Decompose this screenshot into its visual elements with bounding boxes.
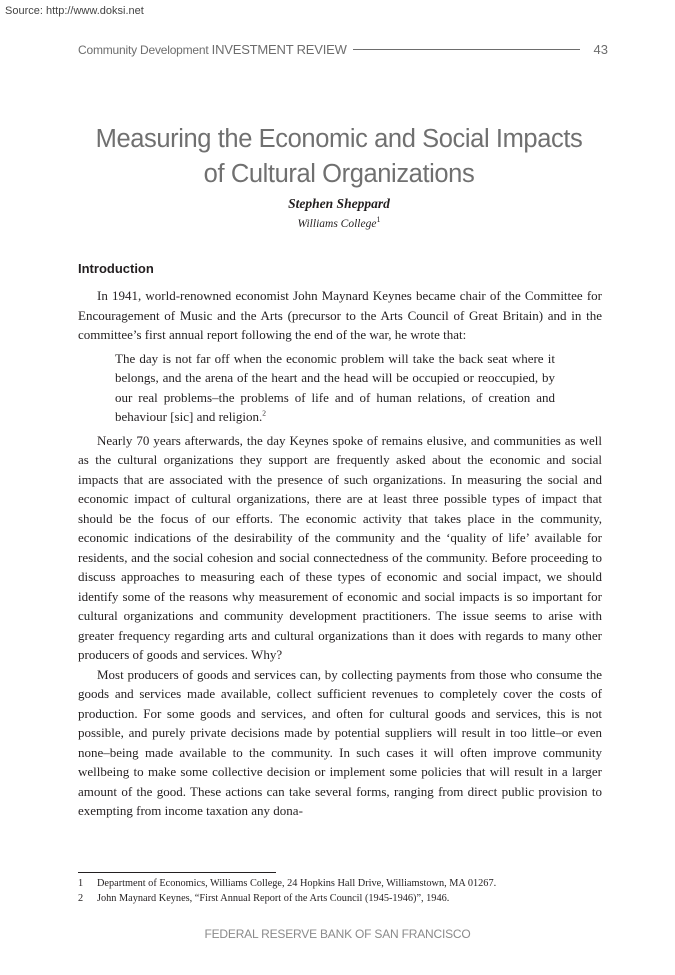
footnote-text: John Maynard Keynes, “First Annual Report of the Arts Council (1945-1946)”, 1946. — [97, 892, 450, 904]
footnotes — [78, 877, 602, 906]
title-line-2: of Cultural Organizations — [203, 160, 475, 188]
block-quote — [115, 349, 555, 427]
footnote-number: 1 — [78, 878, 84, 889]
footnote-2 — [78, 892, 602, 907]
paragraph-3: Most producers of goods and services can, by collecting payments from those who consume the goods and services made available, collect sufficient revenues to completely cover the costs of production. For some goods and services, and often for cultural goods and services, this is not possible, and purely private decisions made by potential suppliers will result in too little–or even none–being made available to the community. In such cases it will often improve community wellbeing to make some collective decision or implement some policies that will result in a larger amount of the good. These actions can take several forms, ranging from direct public provision to exempting from income taxation any dona- — [78, 666, 602, 818]
journal-name-caps: INVESTMENT REVIEW — [211, 42, 347, 57]
journal-name — [78, 42, 347, 57]
journal-name-prefix: Community Development — [78, 43, 212, 57]
paragraph-1: In 1941, world-renowned economist John Maynard Keynes became chair of the Committee for Encouragement of Music and the Arts (precursor to the Arts Council of Great Britain) and in the committee’s first annual report following the end of the war, he wrote that: — [78, 288, 602, 342]
footnote-text: Department of Economics, Williams College, 24 Hopkins Hall Drive, Williamstown, MA 01267. — [97, 878, 497, 889]
footnote-ref-2: 2 — [262, 408, 267, 418]
paragraph-2: Nearly 70 years afterwards, the day Keynes spoke of remains elusive, and communities as well as the cultural organizations they support are frequently asked about the economic and social impacts that are associated with the presence of such organizations. In measuring the social and economic impact of cultural organizations, there are at least three possible types of impact that should be the focus of our efforts. The economic activity that takes place in the community, economic indications of the desirability of the community and the ‘quality of life’ available for residents, and the social cohesion and social connectedness of the community. Before proceeding to discuss approaches to measuring each of these types of economic and social impact, we should identify some of the reasons why measurement of economic and social impacts is so important for cultural organizations and community development practitioners. The issue seems to arise with greater frequency regarding arts and cultural organizations than it does with regards to many other producers of goods and services. Why? — [78, 432, 602, 662]
affiliation-text: Williams College — [297, 218, 377, 230]
page-number: 43 — [593, 42, 608, 57]
footnote-1 — [78, 877, 602, 892]
header-rule — [353, 49, 580, 50]
footnote-number: 2 — [78, 892, 84, 904]
source-note: Source: http://www.doksi.net — [5, 5, 144, 17]
footnote-ref-1: 1 — [376, 215, 381, 225]
footnote-rule — [78, 872, 276, 873]
author-name: Stephen Sheppard — [288, 196, 390, 211]
quote-text: The day is not far off when the economic problem will take the back seat where it belongs, and the arena of the heart and the head will be occupied or reoccupied, by our real problems–the problems of life and of human relations, of creation and behaviour [sic] and religion. — [115, 350, 555, 424]
article-title — [78, 122, 600, 192]
article-body — [78, 286, 602, 821]
page-footer: FEDERAL RESERVE BANK OF SAN FRANCISCO — [204, 927, 471, 941]
author-affiliation — [78, 215, 600, 230]
title-line-1: Measuring the Economic and Social Impacts — [95, 125, 583, 153]
section-heading-introduction: Introduction — [78, 261, 154, 276]
running-header — [78, 42, 608, 57]
